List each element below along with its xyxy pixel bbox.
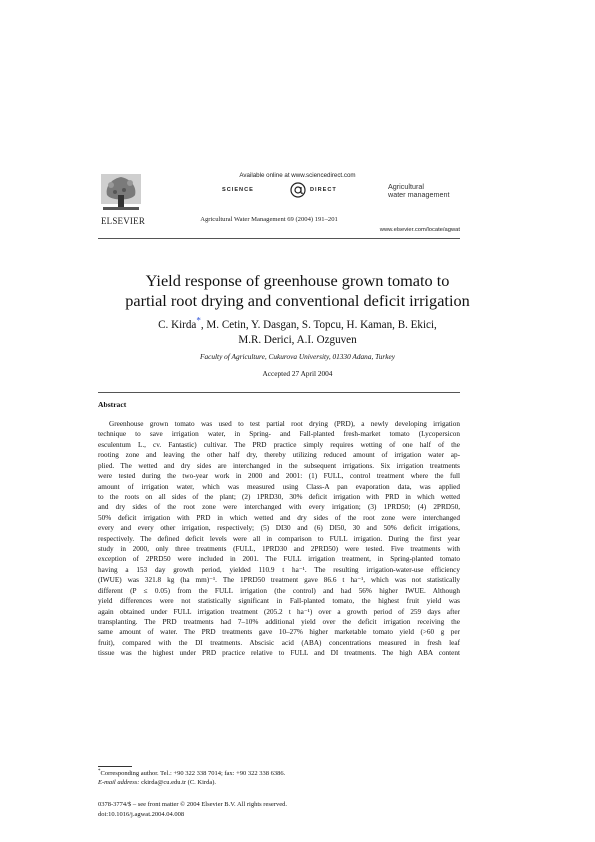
accepted-date: Accepted 27 April 2004 xyxy=(262,369,333,378)
sciencedirect-at-icon xyxy=(290,182,306,198)
footnote-star: * xyxy=(98,768,101,774)
abstract-line: having a 153 day growth period, yielded 110.9 t ha⁻¹. The resulting irrigation-water-use efficiency xyxy=(98,565,460,574)
corresponding-author-footnote xyxy=(98,769,460,778)
abstract-line: esculentum L., cv. Fantastic) cultivar. The PRD practice simply requires wetting of one half of the xyxy=(98,440,460,449)
journal-url-link[interactable]: www.elsevier.com/locate/agwat xyxy=(379,227,460,233)
abstract-line: transplanting. The PRD treatments had 7–10% additional yield over the deficit irrigation receiving the xyxy=(98,618,460,627)
title-line-2: partial root drying and conventional deficit irrigation xyxy=(125,290,470,310)
sciencedirect-logo[interactable] xyxy=(222,183,377,199)
abstract-line: every and every other irrigation, respectively; (5) DI30 and (6) DI50, 30 and 50% deficit irrigations, xyxy=(98,524,460,533)
first-author: C. Kirda xyxy=(158,319,197,331)
abstract-line: to the roots on all sides of the plant; (2) 1PRD30, 30% deficit irrigation with PRD in which wetted xyxy=(98,492,460,501)
publisher-name: ELSEVIER xyxy=(100,216,146,226)
sciencedirect-right-text: DIRECT xyxy=(310,187,337,193)
journal-reference: Agricultural Water Management 69 (2004) 191–201 xyxy=(200,216,338,223)
abstract-line: rooting zone and leaving the other half dry, thereby utilizing reduced amount of irrigation water ap- xyxy=(98,451,460,460)
abstract-line: again obtained under FULL irrigation treatment (205.2 t ha⁻¹) over a growth period of 259 days after xyxy=(98,607,460,616)
abstract-line: study in 2000, only three treatments (FULL, 1PRD30 and 2PRD50) were tested. Five treatments with xyxy=(98,545,460,554)
abstract-line: amount of irrigation water, which was measured using Class-A pan evaporation data, was applied xyxy=(98,482,460,491)
abstract-line: technique to save irrigation water, in Spring- and Fall-planted fresh-market tomato (Lycopersicon xyxy=(98,430,460,439)
abstract-line: Greenhouse grown tomato was used to test partial root drying (PRD), a newly developing irrigation xyxy=(109,420,460,428)
footnote-divider xyxy=(98,766,132,767)
authors-line-1 xyxy=(80,315,515,333)
journal-logo-line2: water management xyxy=(388,190,450,200)
authors-line-1-rest: , M. Cetin, Y. Dasgan, S. Topcu, H. Kaman, B. Ekici, xyxy=(200,319,437,331)
header-divider xyxy=(98,238,460,239)
abstract-line: same amount of water. The PRD treatments gave 10–27% higher marketable tomato yield (>60 g per xyxy=(98,628,460,637)
email-label: E-mail address: xyxy=(98,779,140,786)
abstract-line: tissue was the highest under PRD practice relative to FULL and DI treatments. The high ABA content xyxy=(98,649,460,658)
abstract-line: respectively. The defined deficit levels were all in comparison to FULL irrigation. During the first year xyxy=(98,534,460,543)
abstract-line: (IWUE) was 321.8 kg (ha mm)⁻¹. The 1PRD50 treatment gave 86.6 t ha⁻¹, which was not statistically xyxy=(98,576,460,585)
elsevier-tree-logo xyxy=(97,171,145,215)
title-line-1: Yield response of greenhouse grown tomato to xyxy=(145,271,450,290)
abstract-body xyxy=(98,419,460,659)
copyright-line: 0378-3774/$ – see front matter © 2004 Elsevier B.V. All rights reserved. xyxy=(98,801,287,808)
doi-link[interactable]: doi:10.1016/j.agwat.2004.04.008 xyxy=(98,811,185,818)
email-link[interactable]: ckirda@cu.edu.tr (C. Kirda). xyxy=(139,779,217,786)
author-list xyxy=(80,315,515,348)
abstract-line: plied. The wetted and dry sides are interchanged in the subsequent irrigations. Six irrigation treatments xyxy=(98,461,460,470)
sciencedirect-left-text: SCIENCE xyxy=(222,187,254,193)
abstract-line: 50% deficit irrigation with PRD in which wetted and dry sides of the root zone were interchanged xyxy=(98,513,460,522)
available-online-text[interactable]: Available online at www.sciencedirect.com xyxy=(239,172,356,179)
abstract-line: fruit), compared with the DI treatments. Abscisic acid (ABA) concentrations measured in fresh leaf xyxy=(98,638,460,647)
abstract-divider xyxy=(98,392,460,393)
abstract-line: yield differences were not statistically significant in Fall-planted tomato, the highest fruit yield was xyxy=(98,597,460,606)
abstract-line: and dry sides of the root zone were interchanged with every irrigation; (3) 1PRD50; (4) 2PRD50, xyxy=(98,503,460,512)
journal-logo xyxy=(388,183,458,200)
abstract-heading: Abstract xyxy=(98,400,127,409)
abstract-line: exception of 2PRD50 were included in 2001. The FULL irrigation treatment, in Spring-planted tomato xyxy=(98,555,460,564)
abstract-line: were tested during the two-year work in 2000 and 2001: (1) FULL, control treatment where the full xyxy=(98,472,460,481)
affiliation: Faculty of Agriculture, Cukurova University, 01330 Adana, Turkey xyxy=(200,352,395,361)
journal-logo-line1: Agricultural xyxy=(388,182,424,191)
corresponding-author-text: Corresponding author. Tel.: +90 322 338 7014; fax: +90 322 338 6386. xyxy=(100,770,286,777)
abstract-line: different (P ≤ 0.05) from the FULL irrigation (the control) and had 56% higher IWUE. Although xyxy=(98,586,460,595)
authors-line-2: M.R. Derici, A.I. Ozguven xyxy=(238,334,357,346)
corresponding-author-link[interactable]: * xyxy=(196,315,201,326)
article-title xyxy=(60,271,535,310)
email-footnote xyxy=(98,778,460,787)
